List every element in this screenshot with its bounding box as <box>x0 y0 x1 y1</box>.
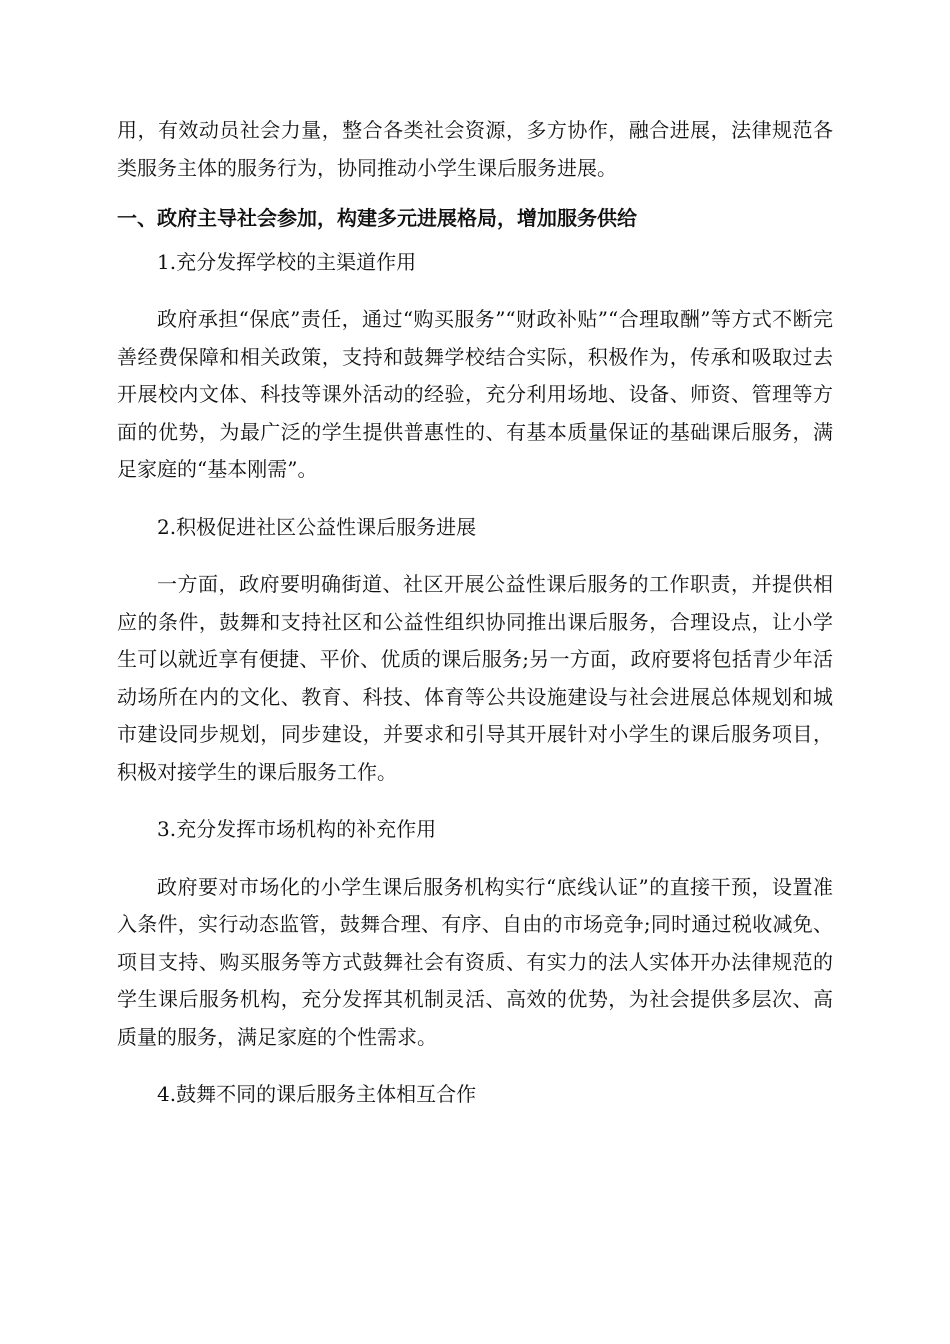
item-2-title: 2.积极促进社区公益性课后服务进展 <box>157 514 477 539</box>
item-3-body: 政府要对市场化的小学生课后服务机构实行“底线认证”的直接干预，设置准入条件，实行动态监管，鼓舞合理、有序、自由的市场竞争;同时通过税收减免、项目支持、购买服务等方式鼓舞社会有资质、有实力的法人实体开办法律规范的学生课后服务机构，充分发挥其机制灵活、高效的优势，为社会提供多层次、高质量的服务，满足家庭的个性需求。 <box>117 874 833 1049</box>
item-4-title: 4.鼓舞不同的课后服务主体相互合作 <box>157 1082 477 1106</box>
section-heading: 一、政府主导社会参加，构建多元进展格局，增加服务供给 <box>117 206 637 230</box>
document-page <box>117 112 833 1114</box>
item-3-title: 3.充分发挥市场机构的补充作用 <box>157 817 437 841</box>
intro-paragraph: 用，有效动员社会力量，整合各类社会资源，多方协作，融合进展，法律规范各类服务主体的服务行为，协同推动小学生课后服务进展。 <box>117 118 833 180</box>
item-2-body: 一方面，政府要明确街道、社区开展公益性课后服务的工作职责，并提供相应的条件，鼓舞和支持社区和公益性组织协同推出课后服务，合理设点，让小学生可以就近享有便捷、平价、优质的课后服务;另一方面，政府要将包括青少年活动场所在内的文化、教育、科技、体育等公共设施建设与社会进展总体规划和城市建设同步规划，同步建设，并要求和引导其开展针对小学生的课后服务项目，积极对接学生的课后服务工作。 <box>117 572 833 784</box>
item-1-body: 政府承担“保底”责任，通过“购买服务”“财政补贴”“合理取酬”等方式不断完善经费保障和相关政策，支持和鼓舞学校结合实际，积极作为，传承和吸取过去开展校内文体、科技等课外活动的经验，充分利用场地、设备、师资、管理等方面的优势，为最广泛的学生提供普惠性的、有基本质量保证的基础课后服务，满足家庭的“基本刚需”。 <box>117 307 833 481</box>
item-1-title: 1.充分发挥学校的主渠道作用 <box>157 249 417 274</box>
